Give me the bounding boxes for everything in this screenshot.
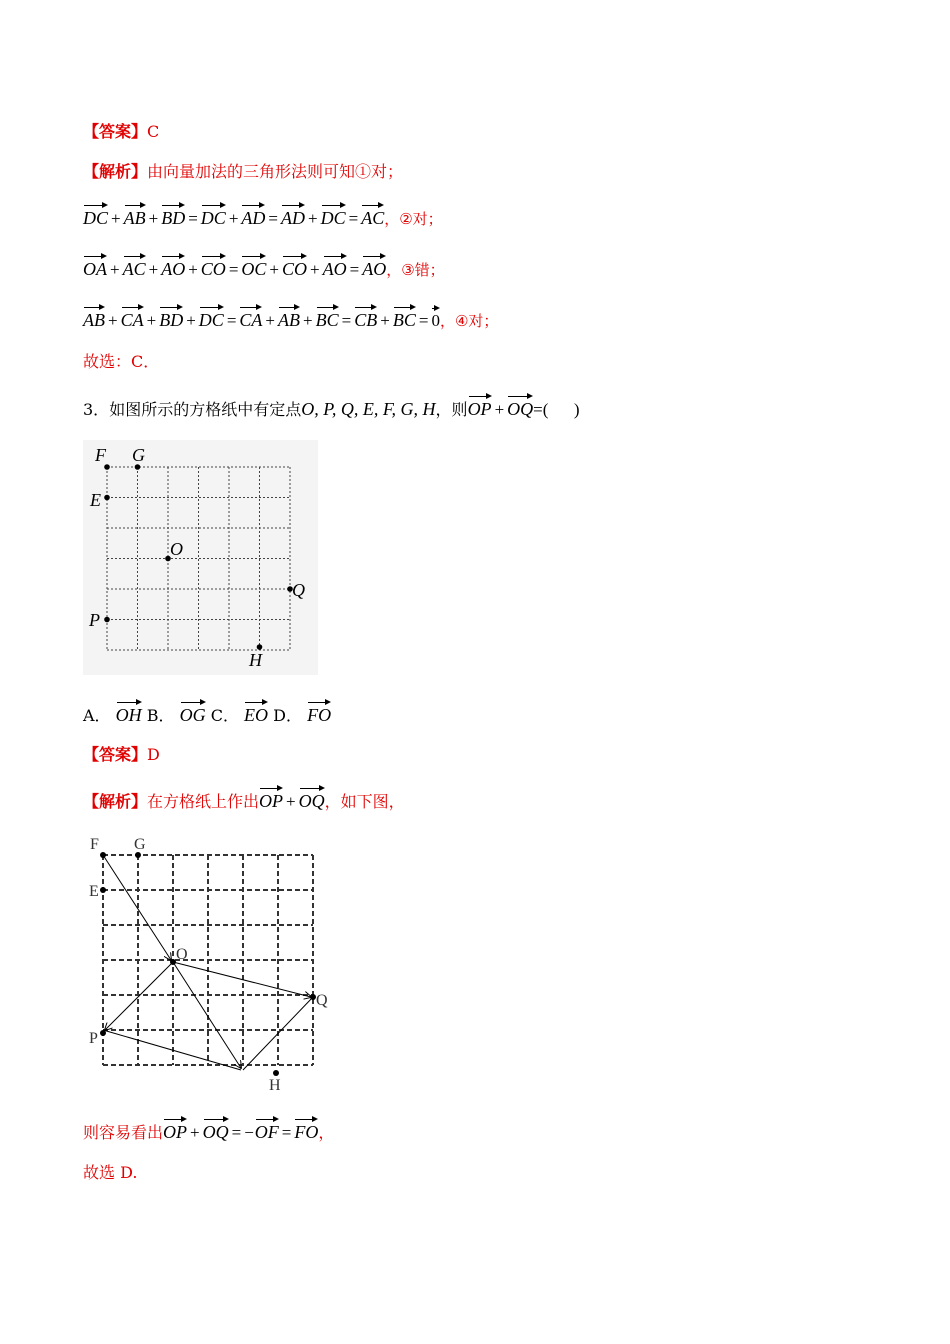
answer-2-value: D (147, 745, 160, 764)
option-b-vec: OG (180, 702, 206, 725)
label-g: G (134, 836, 146, 853)
analysis-1-tag: 【解析】 (83, 162, 148, 181)
analysis-2-suffix: ，如下图， (324, 792, 405, 811)
point-f (100, 852, 106, 858)
vec: AC (361, 205, 384, 228)
point-p (104, 617, 110, 623)
vec: FO (294, 1119, 318, 1142)
vec: CO (201, 256, 226, 279)
option-c-label: C． (210, 706, 239, 725)
label-f: F (95, 445, 106, 465)
vec: AB (278, 307, 300, 330)
vec: CA (121, 307, 144, 330)
answer-2 (83, 745, 160, 765)
vec: BD (161, 205, 185, 228)
option-a-label: A． (83, 706, 111, 725)
analysis-2-result: 则容易看出OP + OQ = −OF = FO， (83, 1119, 334, 1143)
analysis-1-line2: DC + AB + BD = DC + AD = AD + DC = AC，②对； (83, 205, 443, 229)
vec: CO (282, 256, 307, 279)
analysis-1-line3-suffix: ，③错； (386, 261, 445, 279)
analysis-1-line4-suffix: ，④对； (439, 312, 499, 330)
question-3-paren: =( ) (533, 400, 580, 419)
figure-1-bg (83, 440, 318, 675)
vec: OF (255, 1119, 279, 1142)
label-p: P (89, 610, 100, 630)
analysis-2-text: 在方格纸上作出 (147, 792, 260, 811)
vec: AO (323, 256, 347, 279)
vec: AB (124, 205, 146, 228)
label-o: O (176, 946, 188, 963)
vec: OP (259, 788, 283, 811)
vec: OQ (507, 396, 533, 419)
answer-1 (83, 122, 159, 142)
vec: AC (123, 256, 146, 279)
label-e: E (89, 883, 99, 900)
point-h (273, 1070, 279, 1076)
question-3-then: ，则 (435, 400, 468, 419)
vec: OA (83, 256, 107, 279)
vec: AB (83, 307, 105, 330)
option-a-vec: OH (116, 702, 142, 725)
vec: OQ (203, 1119, 229, 1142)
label-q: Q (292, 580, 305, 600)
analysis-2-result-suffix: ， (318, 1123, 335, 1142)
option-d-label: D． (273, 706, 302, 725)
label-e: E (90, 490, 101, 510)
vec: AO (362, 256, 386, 279)
vec: CA (239, 307, 262, 330)
vec: OP (163, 1119, 187, 1142)
vec: DC (201, 205, 226, 228)
label-h: H (269, 1077, 281, 1094)
point-f (104, 464, 110, 470)
label-q: Q (316, 992, 328, 1009)
vec: AD (281, 205, 305, 228)
point-e (104, 495, 110, 501)
figure-2-gridlines (103, 855, 313, 1065)
analysis-1-line4: AB + CA + BD + DC = CA + AB + BC = CB + BC = 0，④对； (83, 307, 498, 331)
answer-2-tag: 【答案】 (83, 745, 148, 764)
label-g: G (132, 445, 145, 465)
vec: OC (241, 256, 266, 279)
vec: AD (241, 205, 265, 228)
option-d-vec: FO (307, 702, 331, 725)
question-3-text: 如图所示的方格纸中有定点 (109, 400, 302, 419)
label-h: H (249, 650, 262, 670)
analysis-2-conclusion: 故选 D. (83, 1163, 138, 1182)
label-p: P (89, 1030, 98, 1047)
analysis-1-intro (83, 162, 403, 182)
vec: DC (321, 205, 346, 228)
analysis-2: 【解析】在方格纸上作出OP + OQ，如下图， (83, 788, 405, 812)
vec: BD (159, 307, 183, 330)
question-3-points: O, P, Q, E, F, G, H (301, 399, 436, 419)
question-3-number: 3． (83, 400, 110, 419)
vec: BC (316, 307, 339, 330)
analysis-1-conclusion: 故选：C． (83, 352, 160, 371)
vec: OP (468, 396, 492, 419)
analysis-1-line3: OA + AC + AO + CO = OC + CO + AO = AO，③错； (83, 256, 445, 280)
analysis-1-intro-text: 由向量加法的三角形法则可知①对； (147, 162, 404, 181)
analysis-1-line2-suffix: ，②对； (384, 210, 443, 228)
vec: OQ (299, 788, 325, 811)
vec: DC (199, 307, 224, 330)
label-o: O (170, 539, 183, 559)
point-h (257, 644, 263, 650)
question-3: 3．如图所示的方格纸中有定点O, P, Q, E, F, G, H，则OP + OQ=( ) (83, 396, 580, 420)
point-e (100, 887, 106, 893)
vec: DC (83, 205, 108, 228)
vec-zero: 0 (431, 308, 440, 331)
answer-1-value: C (147, 122, 160, 141)
analysis-2-result-prefix: 则容易看出 (83, 1123, 164, 1142)
point-p (100, 1030, 106, 1036)
options (83, 702, 331, 726)
answer-1-tag: 【答案】 (83, 122, 148, 141)
option-b-label: B． (146, 706, 175, 725)
figure-2-grid (83, 830, 343, 1095)
option-c-vec: EO (244, 702, 268, 725)
figure-1-grid (83, 440, 318, 675)
label-f: F (90, 836, 99, 853)
vec: AO (161, 256, 185, 279)
vec: CB (354, 307, 377, 330)
analysis-2-tag: 【解析】 (83, 792, 148, 811)
vec: BC (393, 307, 416, 330)
point-g (135, 464, 141, 470)
